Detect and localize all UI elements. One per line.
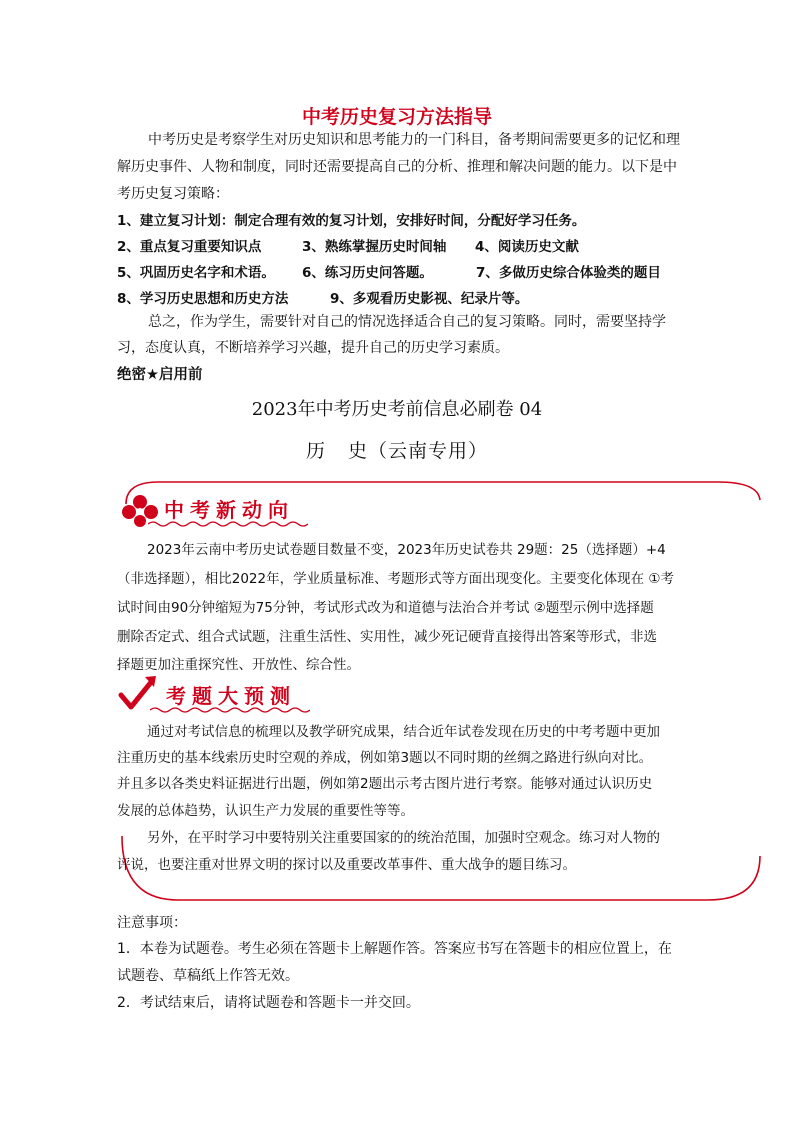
guide-intro-line: 考历史复习策略： [117,186,229,202]
exam-title: 2023年中考历史考前信息必刷卷 04 [251,399,543,420]
guide-intro-line: 中考历史是考察学生对历史知识和思考能力的一门科目，备考期间需要更多的记忆和理 [148,132,680,148]
trends-line: 试时间由90分钟缩短为75分钟，考试形式改为和道德与法治合并考试 ②题型示例中选择题 [117,600,654,616]
trends-line: 删除否定式、组合式试题，注重生活性、实用性，减少死记硬背直接得出答案等形式，非选 [117,629,657,645]
exam-subtitle [0,436,794,463]
wave-underline [148,520,308,528]
wave-underline [150,706,310,714]
notes-line: 2．考试结束后，请将试题卷和答题卡一并交回。 [117,995,420,1011]
section-title-predictions: 考题大预测 [166,684,296,708]
strategy-item: 4、阅读历史文献 [475,239,579,255]
notes-line: 试题卷、草稿纸上作答无效。 [117,968,299,984]
notes-heading: 注意事项： [117,915,187,931]
predictions-line: 注重历史的基本线索历史时空观的养成，例如第3题以不同时期的丝绸之路进行纵向对比。 [117,750,653,766]
trends-line: 2023年云南中考历史试卷题目数量不变，2023年历史试卷共 29题：25（选择题）+4 [147,542,666,558]
subject-char: 历 [305,440,326,462]
notes-line: 1．本卷为试题卷。考生必须在答题卡上解题作答。答案应书写在答题卡的相应位置上，在 [117,941,672,957]
strategy-item: 3、熟练掌握历史时间轴 [302,239,447,255]
trends-line: （非选择题），相比2022年，学业质量标准、考题形式等方面出现变化。主要变化体现在 ①考 [117,571,674,587]
guide-summary-line: 习，态度认真，不断培养学习兴趣，提升自己的历史学习素质。 [117,340,509,356]
strategy-item: 8、学习历史思想和历史方法 [117,291,289,307]
strategy-item: 2、重点复习重要知识点 [117,239,262,255]
strategy-item: 9、多观看历史影视、纪录片等。 [330,291,529,307]
strategy-item-1: 1、建立复习计划：制定合理有效的复习计划，安排好时间，分配好学习任务。 [117,213,586,229]
strategy-item: 7、多做历史综合体验类的题目 [476,265,661,281]
predictions-line: 评说，也要注重对世界文明的探讨以及重要改革事件、重大战争的题目练习。 [117,857,576,873]
guide-summary-line: 总之，作为学生，需要针对自己的情况选择适合自己的复习策略。同时，需要坚持学 [148,314,666,330]
guide-title: 中考历史复习方法指导 [301,106,492,128]
strategy-item: 6、练习历史问答题。 [302,265,433,281]
subject-detail: 史（云南专用） [348,440,489,462]
predictions-line: 并且多以各类史料证据进行出题，例如第2题出示考古图片进行考察。能够对通过认识历史 [117,776,653,792]
secret-label: 绝密★启用前 [117,367,203,383]
predictions-line: 另外，在平时学习中要特别关注重要国家的的统治范围，加强时空观念。练习对人物的 [147,830,660,846]
strategy-item: 5、巩固历史名字和术语。 [117,265,275,281]
guide-intro-line: 解历史事件、人物和制度，同时还需要提高自己的分析、推理和解决问题的能力。以下是中 [117,159,677,175]
section-title-trends: 中考新动向 [164,498,294,522]
trends-line: 择题更加注重探究性、开放性、综合性。 [117,657,360,673]
predictions-line: 通过对考试信息的梳理以及教学研究成果，结合近年试卷发现在历史的中考考题中更加 [147,724,660,740]
predictions-line: 发展的总体趋势，认识生产力发展的重要性等等。 [117,803,414,819]
